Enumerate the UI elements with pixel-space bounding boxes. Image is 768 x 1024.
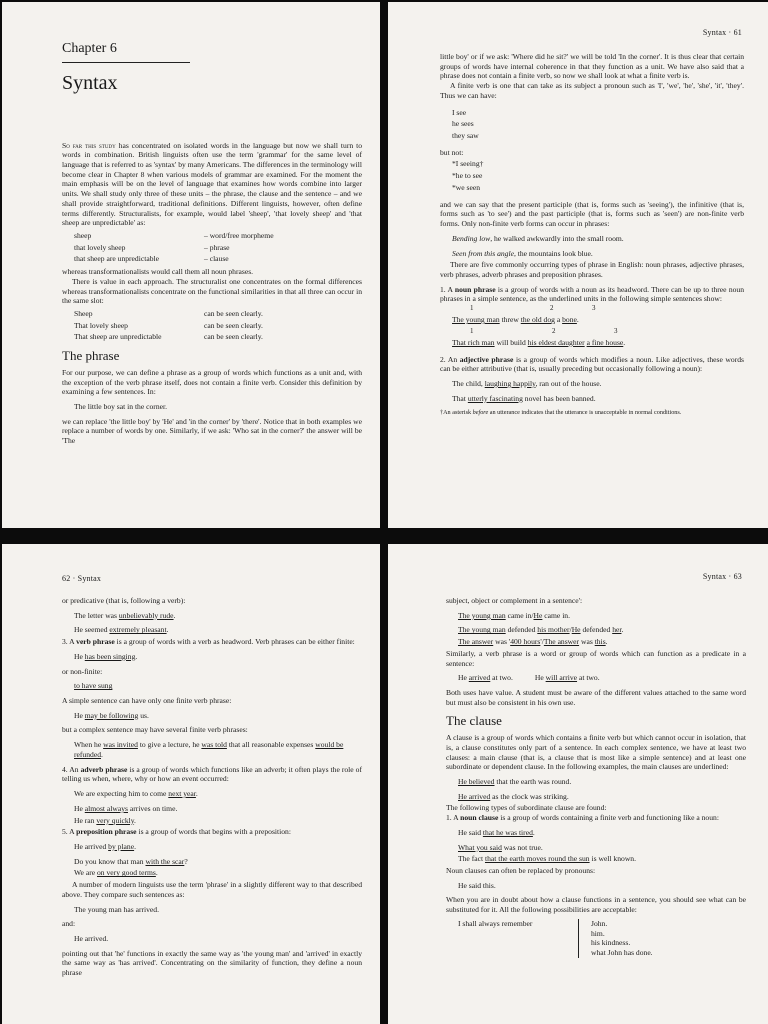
sentence-text: . (134, 815, 136, 825)
chapter-title: Syntax (62, 71, 118, 94)
page-63 (388, 544, 768, 1024)
example-sentence (62, 842, 362, 852)
paragraph: Noun clauses can often be replaced by pronouns: (446, 866, 596, 875)
example-sentence: The little boy sat in the corner. (74, 401, 167, 411)
example-label: can be seen clearly. (204, 309, 263, 318)
paragraph: or predicative (that is, following a verb): (62, 596, 186, 605)
sentence-text: He (74, 803, 85, 813)
term-bold: preposition phrase (76, 827, 137, 837)
example-sentence (446, 777, 746, 787)
example-sentence (440, 394, 744, 404)
sentence-text: When he (74, 740, 104, 750)
sentence-text: . (621, 625, 624, 635)
underlined-phrase: utterly fascinating (467, 393, 523, 403)
sentence-text: arrives on time. (128, 803, 178, 813)
intro-paragraph (62, 141, 362, 228)
underlined-phrase: He arrived (458, 791, 491, 801)
substitution-option: John. (591, 918, 608, 928)
footnote-italic: before (472, 409, 489, 417)
example-label: – clause (204, 254, 229, 264)
example-sentence (62, 789, 362, 799)
page-60-content (62, 34, 362, 446)
italic-phrase: Bending low (452, 233, 491, 243)
phrase-numbers (440, 304, 744, 313)
phrase-number: 3 (592, 304, 596, 313)
underlined-phrase: The young man (458, 625, 506, 635)
paragraph: Both uses have value. A student must be aware of the different values attached to the same word but must also be consistent in his own use. (446, 688, 746, 707)
underlined-phrase: The young man (458, 610, 506, 620)
sentence-text: . (532, 827, 535, 837)
underlined-phrase: would be refunded (74, 740, 344, 759)
sentence-text: came in. (542, 610, 570, 620)
underlined-phrase: The answer (458, 637, 494, 647)
substitution-option: his kindness. (591, 938, 631, 948)
page-63-content (446, 596, 746, 958)
sentence-text: . (166, 625, 169, 635)
sentence-text: defended (505, 625, 538, 635)
underlined-phrase: He (533, 610, 543, 620)
example-label: can be seen clearly. (204, 320, 263, 330)
example-sentence (446, 792, 746, 802)
underlined-phrase: this (594, 637, 606, 647)
sentence-text: . (576, 315, 579, 325)
example-term: that sheep are unpredictable (74, 254, 159, 264)
example-term: sheep (74, 230, 92, 240)
phrase-number: 1 (470, 326, 474, 335)
paragraph: pointing out that 'he' functions in exactly the same way as 'the young man' and 'arrived' in exactly the same way as 'has arrived'. Concentrating on the similarity of function, they define a noun phrase (62, 948, 362, 978)
example-term: That lovely sheep (74, 320, 128, 330)
sentence-text: . (173, 610, 176, 620)
paragraph-text: is a group of words which modifies a noun. Like adjectives, these words can be either attributive (that is, usually preceding but occasionally following a noun): (440, 354, 744, 374)
sentence-text: The fact (458, 854, 485, 864)
paragraph: or non-finite: (62, 666, 103, 676)
paragraph-text: is a group of words which functions like an adverb; it often plays the role of telling us when, where, why or how an event occurred: (62, 764, 362, 784)
sentence-text: He seemed (74, 625, 110, 635)
sentence-text: was ' (493, 637, 511, 647)
underlined-phrase: her (612, 625, 622, 635)
example-sentence (446, 611, 746, 621)
sentence-text: was not true. (501, 842, 543, 852)
phrase-number: 1 (470, 304, 474, 313)
underlined-phrase: has been singing (84, 651, 136, 661)
sentence-text: . (623, 337, 626, 347)
example-slot (62, 309, 362, 342)
example-sentence (62, 740, 362, 759)
paragraph: There are five commonly occurring types of phrase in English: noun phrases, adjective phrases, verb phrases, adverb phrases and preposition phrases. (440, 260, 744, 279)
underlined-phrase: was invited (103, 740, 138, 750)
example-term: That sheep are unpredictable (74, 332, 162, 342)
intro-text: has concentrated on isolated words in the language but now we shall turn to words in combination. British linguists often use the term 'grammar' for the same level of language that is referred to as 'syntax' by many Americans. The differences in the terminology will become clear in Chapter 8 when various models of grammar are examined. For the moment the main emphasis will be on the level of language that examines how words combine into larger units. We shall study only three of these units – the phrase, the clause and the sentence – and we shall provide straightforward, traditional definitions. Different linguists, however, often define terms differently. Structuralists, for example, would label 'sheep', 'that lovely sheep' and 'that sheep are unpredictable' as: (62, 140, 362, 228)
example-label: – word/free morpheme (204, 230, 274, 240)
sentence-text: . (155, 868, 158, 878)
paragraph: but a complex sentence may have several finite verb phrases: (62, 725, 248, 735)
example-sentence: The young man has arrived. (74, 904, 159, 914)
list-number: 1. A (440, 284, 455, 294)
page-62 (2, 544, 380, 1024)
underlined-phrase: by plane (108, 841, 135, 851)
term-bold: adverb phrase (80, 764, 128, 774)
example-sentence (440, 315, 744, 325)
underlined-phrase: on very good terms (97, 868, 156, 878)
chapter-rule (62, 62, 190, 63)
page-60 (2, 2, 380, 528)
intro-smallcaps: So far this study (62, 140, 116, 150)
example-sentence (62, 611, 362, 621)
sentence-text: came in/ (505, 610, 534, 620)
underlined-phrase: that the earth moves round the sun (484, 854, 590, 864)
list-number: 2. An (440, 354, 460, 364)
sentence-text: The child, (452, 378, 485, 388)
sentence-text: He (458, 673, 469, 683)
underlined-phrase: That rich man (452, 337, 495, 347)
sentence-text: novel has been banned. (522, 393, 596, 403)
example-term: that lovely sheep (74, 242, 126, 252)
substitution-option: him. (591, 928, 605, 938)
sentence-text: . (135, 651, 138, 661)
paragraph-text: is a group of words containing a finite verb and functioning like a noun: (498, 813, 719, 823)
example-sentence (62, 857, 362, 867)
term-bold: noun clause (460, 813, 499, 823)
paragraph: subject, object or complement in a sentence': (446, 596, 583, 605)
sentence-text: a (554, 315, 563, 325)
example-line: *we seen (452, 182, 481, 192)
example-sentence (62, 681, 362, 691)
sentence-text: is well known. (589, 854, 636, 864)
example-sentence (62, 868, 362, 878)
example-sentence (440, 338, 744, 348)
sentence-text: He (74, 651, 85, 661)
sentence-text: that all reasonable expenses (226, 740, 316, 750)
sentence-text: / (569, 625, 572, 635)
sentence-text: ? (184, 856, 188, 866)
phrase-number: 3 (614, 326, 618, 335)
example-label: can be seen clearly. (204, 332, 263, 342)
sentence-text: That (452, 393, 468, 403)
example-sentence (62, 816, 362, 826)
paragraph-text: is a group of words with a verb as headword. Verb phrases can be either finite: (114, 637, 355, 647)
example-sentence (446, 854, 746, 864)
sentence-text: . (605, 637, 608, 647)
underlined-phrase: with the scar (145, 856, 185, 866)
example-line: *he to see (452, 171, 483, 181)
underlined-phrase: to have sung (74, 681, 113, 691)
list-number: 4. An (62, 764, 81, 774)
sentence-text: '/ (540, 637, 544, 647)
footnote-text: an utterance indicates that the utterance is unacceptable in normal conditions. (488, 409, 682, 417)
sentence-text: Do you know that man (74, 856, 146, 866)
sentence-text: was (579, 637, 595, 647)
underlined-phrase: very quickly (96, 815, 135, 825)
sentence-text: . (195, 789, 198, 799)
underlined-phrase: was told (201, 740, 227, 750)
underlined-phrase: arrived (468, 673, 491, 683)
paragraph: A simple sentence can have only one finite verb phrase: (62, 696, 232, 706)
italic-phrase: Seen from this angle (452, 248, 514, 258)
sentence-text: He (74, 710, 85, 720)
underlined-phrase: next year (168, 789, 196, 799)
paragraph: and: (62, 919, 76, 929)
running-head: Syntax · 61 (702, 28, 742, 37)
example-line: *I seeing† (452, 159, 484, 169)
example-sentence (62, 804, 362, 814)
page-61 (388, 2, 768, 528)
example-sentence (62, 652, 362, 662)
paragraph-noun-phrase (440, 285, 744, 304)
paragraph: but not: (440, 147, 464, 157)
underlined-phrase: 400 hours (510, 637, 541, 647)
paragraph-text: is a group of words with a noun as its headword. There can be up to three noun phrases in a simple sentence, as the underlined units in the following simple sentences show: (440, 284, 745, 304)
page-61-content (440, 52, 744, 417)
sentence-text: at two. (490, 673, 513, 683)
sentence-text: us. (138, 710, 149, 720)
example-sentence (446, 828, 746, 838)
sentence-text: We are (74, 868, 97, 878)
example-sentence: He said this. (458, 880, 496, 890)
sentence-text: The letter was (74, 610, 119, 620)
example-sentence: He arrived. (74, 933, 109, 943)
sentence-text: to give a lecture, he (137, 740, 202, 750)
term-bold: adjective phrase (459, 354, 514, 364)
sentence-text: threw (499, 315, 521, 325)
example-sentence (440, 379, 744, 389)
sentence-text: . (101, 749, 103, 759)
paragraph: A number of modern linguists use the term 'phrase' in a slightly different way to that described above. They compare such sentences as: (62, 880, 362, 899)
sentence-text: He said (458, 827, 483, 837)
paragraph: When you are in doubt about how a clause functions in a sentence, you should see what can be substituted for it. All the following possibilities are acceptable: (446, 895, 746, 915)
term-bold: verb phrase (76, 637, 115, 647)
section-heading-clause: The clause (446, 713, 502, 729)
substitution-options (578, 919, 653, 958)
paragraph: For our purpose, we can define a phrase as a group of words which functions as a unit and, with the exception of the verb phrase itself, does not contain a finite verb. Consider this definition by examining a few sentences. In: (62, 367, 362, 397)
underlined-phrase: a fine house (586, 337, 624, 347)
paragraph-noun-clause (446, 813, 746, 823)
example-line: they saw (452, 131, 479, 141)
underlined-phrase: bone (562, 315, 577, 325)
paragraph: A finite verb is one that can take as its subject a pronoun such as 'I', 'we', 'he', 'she', 'it', 'they'. Thus we can have: (440, 81, 744, 100)
section-heading-phrase: The phrase (62, 348, 120, 364)
underlined-phrase: almost always (84, 803, 128, 813)
underlined-phrase: his eldest daughter (527, 337, 585, 347)
paragraph: Similarly, a verb phrase is a word or group of words which can function as a predicate in a sentence: (446, 648, 746, 668)
list-number: 1. A (446, 813, 461, 823)
example-line: he sees (452, 119, 474, 129)
example-sentence (62, 711, 362, 721)
underlined-phrase: extremely pleasant (109, 625, 167, 635)
paragraph-preposition-phrase (62, 827, 362, 837)
list-number: 5. A (62, 827, 77, 837)
example-sentence-pair (446, 673, 746, 683)
example-label: – phrase (204, 242, 230, 252)
example-sentence (446, 625, 746, 635)
paragraph: little boy' or if we ask: 'Where did he sit?' we will be told 'In the corner'. It is thus clear that certain groups of words have internal coherence in that they function as a unit. We have also said that a phrase does not contain a finite verb, so now we shall look at what a finite verb is. (440, 52, 744, 81)
sentence-text: will build (494, 337, 528, 347)
underlined-phrase: will arrive (545, 673, 578, 683)
underlined-phrase: He believed (458, 776, 495, 786)
sentence-text: , ran out of the house. (535, 378, 602, 388)
sentence-text: , the mountains look blue. (513, 248, 593, 258)
example-sentence (62, 625, 362, 635)
sentence-text: He (534, 673, 546, 683)
example-sentence (440, 249, 744, 259)
substitution-stem: I shall always remember (458, 918, 533, 928)
sentence-text: We are expecting him to come (74, 789, 169, 799)
example-structuralist (62, 231, 362, 264)
paragraph-text: is a group of words that begins with a preposition: (136, 827, 291, 837)
underlined-phrase: his mother (537, 625, 570, 635)
footnote (440, 409, 744, 417)
example-sentence (440, 234, 744, 244)
sentence-text: as the clock was striking. (490, 791, 569, 801)
underlined-phrase: What you said (458, 842, 502, 852)
paragraph-adverb-phrase (62, 765, 362, 784)
paragraph-adjective-phrase (440, 355, 744, 374)
underlined-phrase: laughing happily (484, 378, 536, 388)
underlined-phrase: unbelievably rude (118, 610, 174, 620)
sentence-text: . (134, 841, 136, 851)
phrase-number: 2 (550, 304, 554, 313)
substitution-option: what John has done. (591, 948, 653, 958)
sentence-text: He ran (74, 815, 97, 825)
underlined-phrase: the old dog (520, 315, 555, 325)
substitution-list (446, 919, 746, 958)
paragraph: and we can say that the present participle (that is, forms such as 'seeing'), the infinitive (that is, forms such as 'to see') and the past participle (that is, forms such as 'seen') are non-finite verb forms. Only non-finite verb forms can occur in phrases: (440, 199, 744, 229)
paragraph-verb-phrase (62, 637, 362, 647)
underlined-phrase: The young man (452, 315, 500, 325)
example-sentence (446, 843, 746, 853)
running-head: Syntax · 63 (702, 572, 742, 581)
sentence-text: that the earth was round. (494, 776, 572, 786)
paragraph: we can replace 'the little boy' by 'He' and 'in the corner' by 'there'. Notice that in both examples we replace a number of words by one. Similarly, if we ask: 'Who sat in the corner?' the answer will be 'The (62, 416, 362, 446)
sentence-text: at two. (577, 673, 600, 683)
paragraph: whereas transformationalists would call them all noun phrases. (62, 267, 254, 277)
underlined-phrase: that he was tired (482, 827, 533, 837)
running-head: 62 · Syntax (62, 574, 102, 583)
paragraph: The following types of subordinate clause are found: (446, 803, 607, 813)
list-number: 3. A (62, 637, 77, 647)
sentence-text: defended (580, 625, 613, 635)
footnote-text: †An asterisk (440, 409, 473, 417)
page-62-content (62, 596, 362, 978)
sentence-text: , he walked awkwardly into the small room. (490, 233, 624, 243)
phrase-number: 2 (552, 326, 556, 335)
term-bold: noun phrase (454, 284, 496, 294)
underlined-phrase: He (571, 625, 581, 635)
phrase-numbers (440, 327, 744, 336)
example-line: I see (452, 107, 467, 117)
chapter-label: Chapter 6 (62, 41, 117, 56)
example-sentence (446, 637, 746, 647)
paragraph: A clause is a group of words which contains a finite verb but which cannot occur in isolation, that is, a clause constitutes only part of a sentence. In each complex sentence, we have at least two clauses: a main clause (that is, a clause that is most like a simple sentence) and at least one subordinate or dependent clause. In the following examples, the main clauses are underlined: (446, 733, 746, 772)
sentence-text: He arrived (74, 841, 109, 851)
example-term: Sheep (74, 309, 93, 318)
underlined-phrase: may be following (84, 710, 139, 720)
underlined-phrase: The answer (543, 637, 580, 647)
paragraph: There is value in each approach. The structuralist one concentrates on the formal differences whereas transformationalists concentrate on the functional similarities in that all three can occur in the same slot: (62, 276, 362, 306)
spacer (440, 101, 744, 106)
